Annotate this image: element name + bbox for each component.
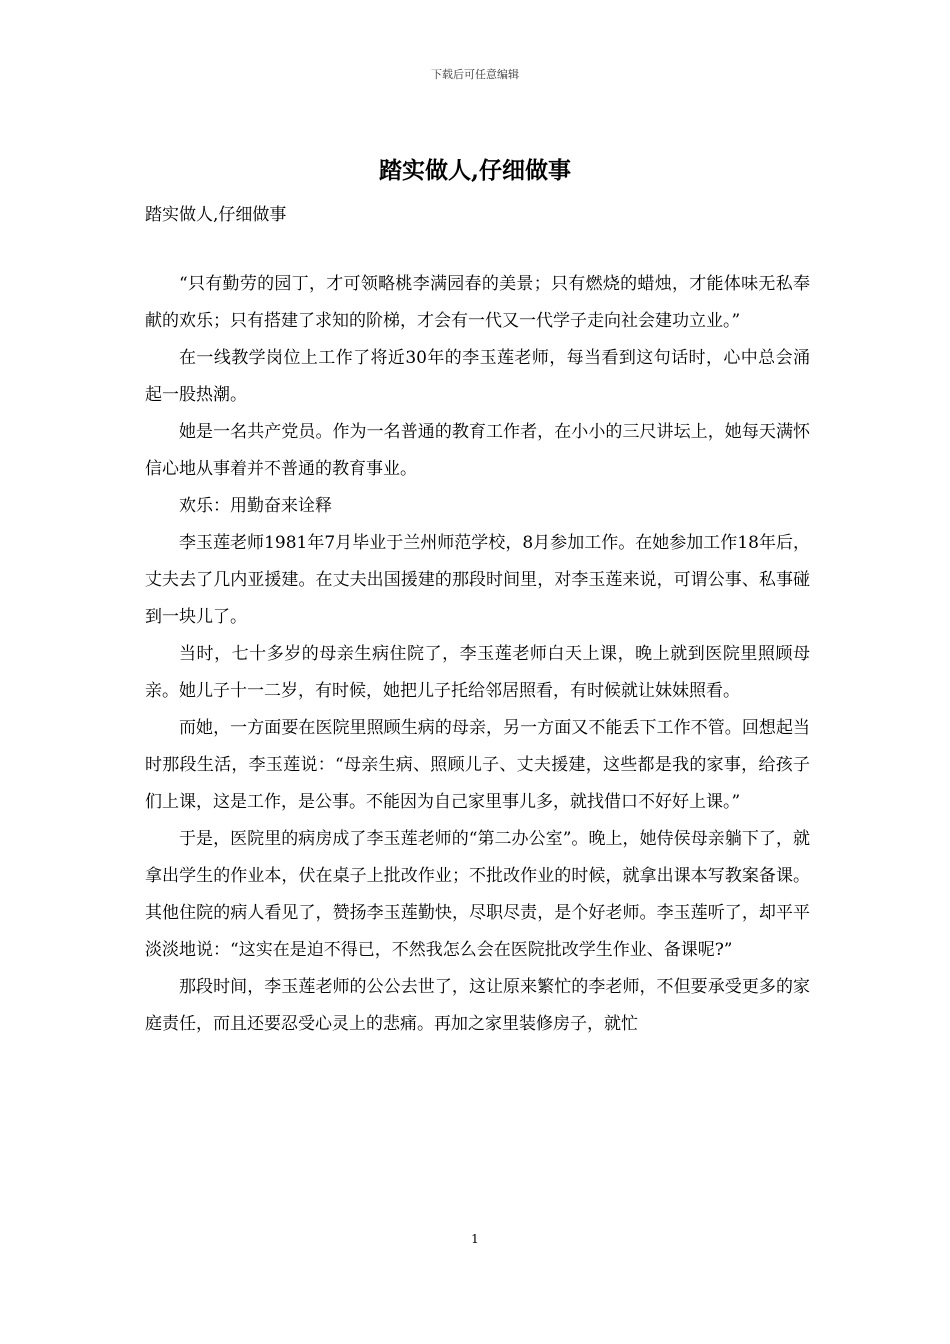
document-body	[145, 266, 810, 1043]
body-paragraph: 李玉莲老师1981年7月毕业于兰州师范学校，8月参加工作。在她参加工作18年后，丈夫去了几内亚援建。在丈夫出国援建的那段时间里，对李玉莲来说，可谓公事、私事碰到一块儿了。	[145, 533, 810, 627]
body-paragraph: 那段时间，李玉莲老师的公公去世了，这让原来繁忙的李老师，不但要承受更多的家庭责任，而且还要忍受心灵上的悲痛。再加之家里装修房子，就忙	[145, 977, 810, 1034]
body-paragraph: 于是，医院里的病房成了李玉莲老师的“第二办公室”。晚上，她侍侯母亲躺下了，就拿出学生的作业本，伏在桌子上批改作业；不批改作业的时候，就拿出课本写教案备课。其他住院的病人看见了，赞扬李玉莲勤快，尽职尽责，是个好老师。李玉莲听了，却平平淡淡地说：“这实在是迫不得已，不然我怎么会在医院批改学生作业、备课呢?”	[145, 829, 810, 960]
body-paragraph-quote: “只有勤劳的园丁，才可领略桃李满园春的美景；只有燃烧的蜡烛，才能体味无私奉献的欢乐；只有搭建了求知的阶梯，才会有一代又一代学子走向社会建功立业。”	[145, 274, 810, 331]
body-paragraph: 在一线教学岗位上工作了将近30年的李玉莲老师，每当看到这句话时，心中总会涌起一股热潮。	[145, 348, 810, 405]
document-title: 踏实做人,仔细做事	[378, 157, 571, 184]
section-heading: 欢乐：用勤奋来诠释	[179, 496, 332, 516]
page-header-note: 下载后可任意编辑	[431, 68, 519, 81]
body-paragraph: 当时，七十多岁的母亲生病住院了，李玉莲老师白天上课，晚上就到医院里照顾母亲。她儿子十一二岁，有时候，她把儿子托给邻居照看，有时候就让妹妹照看。	[145, 644, 810, 701]
document-subtitle: 踏实做人,仔细做事	[145, 205, 287, 225]
body-paragraph: 而她，一方面要在医院里照顾生病的母亲，另一方面又不能丢下工作不管。回想起当时那段生活，李玉莲说：“母亲生病、照顾儿子、丈夫援建，这些都是我的家事，给孩子们上课，这是工作，是公事。不能因为自己家里事儿多，就找借口不好好上课。”	[145, 718, 810, 812]
body-paragraph: 她是一名共产党员。作为一名普通的教育工作者，在小小的三尺讲坛上，她每天满怀信心地从事着并不普通的教育事业。	[145, 422, 810, 479]
page-number: 1	[471, 1232, 479, 1246]
